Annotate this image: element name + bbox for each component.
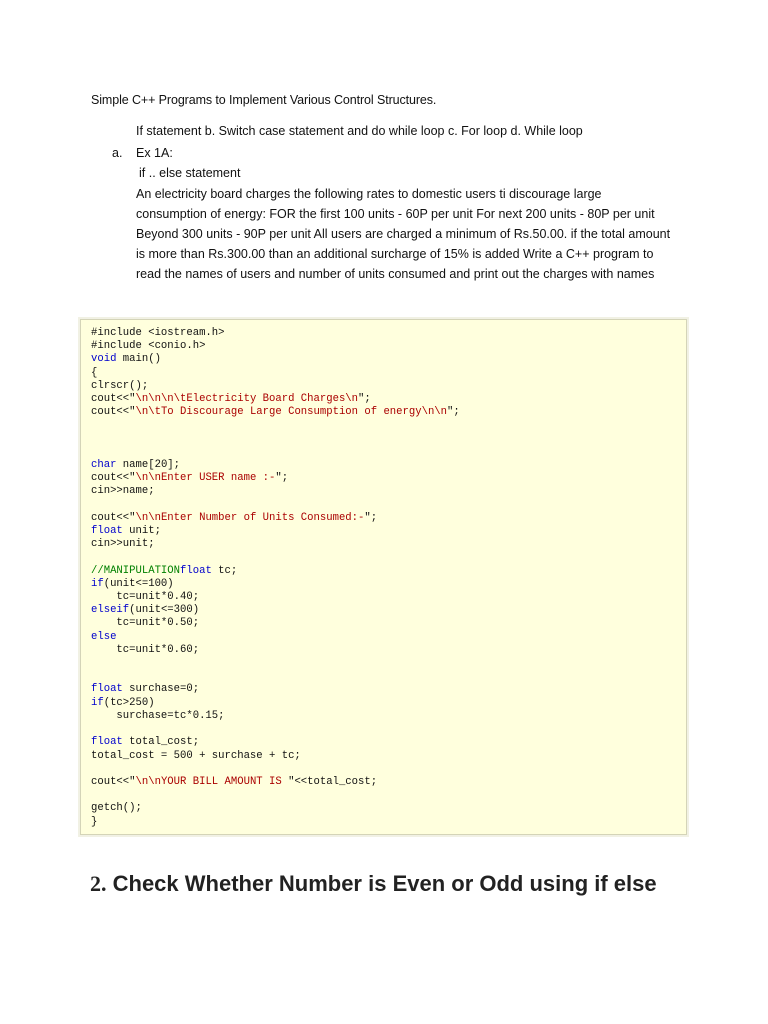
exercise-label: Ex 1A:	[136, 146, 173, 160]
code-line	[91, 538, 155, 550]
code-line	[91, 750, 301, 762]
code-line	[91, 604, 199, 616]
code-token: main()	[116, 353, 161, 366]
code-line	[91, 340, 205, 352]
code-token: tc=unit*0.50;	[91, 617, 200, 630]
code-token: total_cost;	[122, 736, 200, 749]
code-token: cout<<"	[91, 511, 136, 524]
code-line	[91, 578, 174, 590]
code-token: tc;	[211, 564, 238, 577]
code-token: float	[91, 683, 123, 696]
code-token: tc=unit*0.40;	[91, 591, 200, 604]
code-token: getch();	[91, 802, 142, 815]
code-token: float	[91, 525, 123, 538]
code-line	[91, 591, 199, 603]
code-line	[91, 710, 225, 722]
problem-line: Beyond 300 units - 90P per unit All users are charged a minimum of Rs.50.00. if the total amount	[136, 227, 671, 241]
code-token: unit;	[122, 525, 161, 538]
code-line	[91, 380, 148, 392]
page-title: Simple C++ Programs to Implement Various Control Structures.	[91, 93, 437, 107]
code-token: clrscr();	[91, 379, 149, 392]
list-marker: a.	[112, 146, 123, 160]
code-token: (tc>250)	[103, 696, 155, 709]
code-token: \n\nYOUR BILL AMOUNT IS	[135, 775, 289, 788]
code-line	[91, 565, 237, 577]
code-line	[91, 644, 199, 656]
code-token: name[20];	[116, 459, 181, 472]
code-token: \n\nEnter Number of Units Consumed:-	[135, 511, 365, 524]
code-token: \n\n\n\tElectricity Board Charges\n	[135, 393, 359, 406]
problem-line: An electricity board charges the following rates to domestic users ti discourage large	[136, 187, 602, 201]
code-token: #include <iostream.h>	[91, 327, 225, 339]
code-token: void	[91, 353, 117, 366]
code-token: if	[91, 577, 104, 590]
code-token: "<<total_cost;	[288, 775, 378, 788]
code-token: cout<<"	[91, 406, 136, 419]
section-heading-text: Check Whether Number is Even or Odd using if else	[106, 871, 657, 896]
section-number: 2.	[90, 871, 107, 896]
code-line	[91, 485, 155, 497]
code-line	[91, 697, 155, 709]
code-token: (unit<=100)	[103, 577, 174, 590]
code-line	[91, 459, 180, 471]
problem-line: consumption of energy: FOR the first 100 units - 60P per unit For next 200 units - 80P per unit	[136, 207, 655, 221]
code-token: (unit<=300)	[129, 604, 200, 617]
problem-statement	[136, 184, 686, 284]
code-token: {	[91, 366, 98, 379]
code-token: cout<<"	[91, 472, 136, 485]
code-token: total_cost = 500 + surchase + tc;	[91, 749, 301, 762]
code-token: surchase=0;	[122, 683, 200, 696]
code-token: else	[91, 630, 117, 643]
code-token: ";	[358, 393, 371, 406]
problem-line: is more than Rs.300.00 than an additional surcharge of 15% is added Write a C++ program to	[136, 247, 654, 261]
code-line	[91, 631, 116, 643]
code-token: cout<<"	[91, 775, 136, 788]
code-token: tc=unit*0.60;	[91, 643, 200, 656]
code-token: \n\tTo Discourage Large Consumption of energy\n\n	[135, 406, 448, 419]
exercise-sublabel: if .. else statement	[139, 166, 241, 180]
code-token: \n\nEnter USER name :-	[135, 472, 276, 485]
code-line	[91, 406, 460, 418]
code-listing	[91, 327, 460, 829]
code-line	[91, 353, 161, 365]
code-line	[91, 802, 142, 814]
code-line	[91, 683, 199, 695]
intro-line: If statement b. Switch case statement and do while loop c. For loop d. While loop	[136, 124, 583, 138]
code-line	[91, 525, 161, 537]
code-line	[91, 327, 225, 339]
code-line	[91, 736, 199, 748]
code-token: char	[91, 459, 117, 472]
code-token: ";	[447, 406, 460, 419]
code-line	[91, 393, 371, 405]
code-token: cin>>name;	[91, 485, 155, 498]
code-token: float	[91, 736, 123, 749]
code-token: //MANIPULATION	[91, 564, 181, 577]
code-token: #include <conio.h>	[91, 340, 206, 353]
code-line	[91, 512, 377, 524]
code-line	[91, 367, 97, 379]
code-token: float	[180, 564, 212, 577]
problem-line: read the names of users and number of units consumed and print out the charges with names	[136, 267, 655, 281]
code-token: ";	[364, 511, 378, 524]
code-line	[91, 617, 199, 629]
code-token: elseif	[91, 604, 130, 617]
section-heading	[90, 870, 690, 898]
code-token: }	[91, 815, 98, 828]
code-token: cin>>unit;	[91, 538, 155, 551]
code-token: cout<<"	[91, 393, 136, 406]
code-line	[91, 816, 97, 828]
code-token: surchase=tc*0.15;	[91, 709, 225, 722]
code-block	[80, 319, 687, 835]
code-line	[91, 776, 377, 788]
code-token: if	[91, 696, 104, 709]
code-line	[91, 472, 288, 484]
code-token: ";	[275, 472, 289, 485]
